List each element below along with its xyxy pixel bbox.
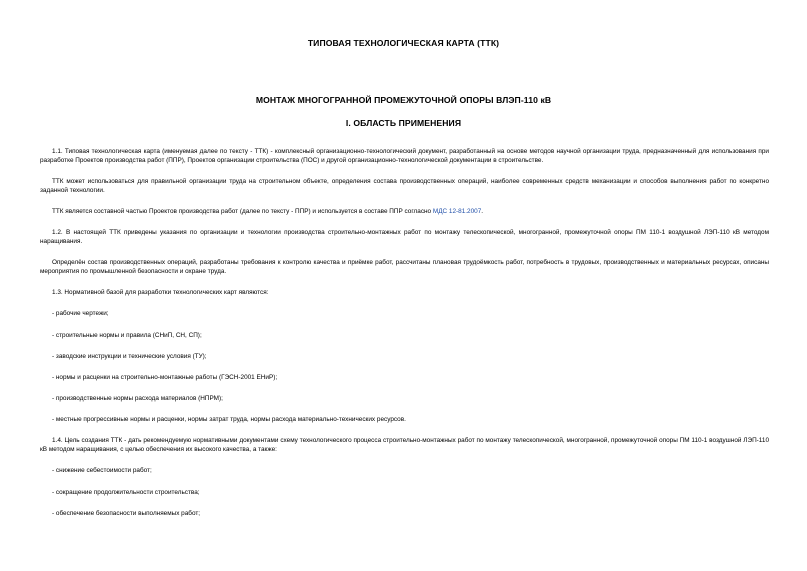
paragraph-text: ТТК является составной частью Проектов производства работ (далее по тексту - ППР) и используется в составе ППР согласно [52, 207, 433, 215]
document-title: ТИПОВАЯ ТЕХНОЛОГИЧЕСКАЯ КАРТА (ТТК) [307, 38, 500, 48]
paragraph-text-end: . [481, 207, 484, 215]
list-item: - производственные нормы расхода материалов (НПРМ); [52, 395, 223, 403]
document-subtitle: МОНТАЖ МНОГОГРАННОЙ ПРОМЕЖУТОЧНОЙ ОПОРЫ ВЛЭП-110 кВ [255, 95, 552, 105]
paragraph-1-4: 1.4. Цель создания ТТК - дать рекомендуемую нормативными документами схему технологического процесса строительно-монтажных работ по монтажу телескопической, многогранной, промежуточной опоры ПМ 110-1 воздушной ЛЭП-110 кВ методом наращивания, с целью обеспечения их высокого качества, а также: [40, 437, 769, 454]
list-item: - строительные нормы и правила (СНиП, СН, СП); [52, 331, 202, 339]
paragraph-operations: Определён состав производственных операций, разработаны требования к контролю качества и приёмке работ, рассчитаны плановая трудоёмкость работ, потребность в трудовых, производственных и материальных ресурсах, описаны мероприятия по промышленной безопасности и охране труда. [40, 259, 769, 275]
list-item: - сокращение продолжительности строительства; [52, 488, 200, 496]
list-item: - обеспечение безопасности выполняемых работ; [52, 509, 201, 517]
paragraph-1-3: 1.3. Нормативной базой для разработки технологических карт являются: [52, 289, 269, 297]
list-item: - рабочие чертежи; [52, 310, 109, 318]
paragraph-1-2: 1.2. В настоящей ТТК приведены указания по организации и технологии производства строительно-монтажных работ по монтажу телескопической, многогранной, промежуточной опоры ПМ 110-1 воздушной ЛЭП-110 кВ методом наращивания. [40, 229, 769, 245]
list-item: - заводские инструкции и технические условия (ТУ); [52, 352, 207, 360]
paragraph-1-1: 1.1. Типовая технологическая карта (именуемая далее по тексту - ТТК) - комплексный организационно-технологический документ, разработанный на основе методов научной организации труда, предназначенный для использования при разработке Проектов производства работ (ППР), Проектов организации строительства (ПОС) и другой организационно-технологической документации в строительстве. [40, 148, 769, 164]
paragraph-ttk-part-of-ppr [40, 208, 769, 217]
list-item: - местные прогрессивные нормы и расценки, нормы затрат труда, нормы расхода материально-технических ресурсов. [52, 416, 406, 424]
list-item: - нормы и расценки на строительно-монтажные работы (ГЭСН-2001 ЕНиР); [52, 373, 278, 381]
list-item: - снижение себестоимости работ; [52, 467, 152, 475]
paragraph-ttk-usage: ТТК может использоваться для правильной организации труда на строительном объекте, определения состава производственных операций, наиболее современных средств механизации и способов выполнения работ по конкретно заданной технологии. [40, 177, 769, 194]
document-body [40, 148, 769, 531]
section-heading: I. ОБЛАСТЬ ПРИМЕНЕНИЯ [345, 118, 462, 128]
mds-link[interactable]: МДС 12-81.2007 [432, 207, 482, 215]
